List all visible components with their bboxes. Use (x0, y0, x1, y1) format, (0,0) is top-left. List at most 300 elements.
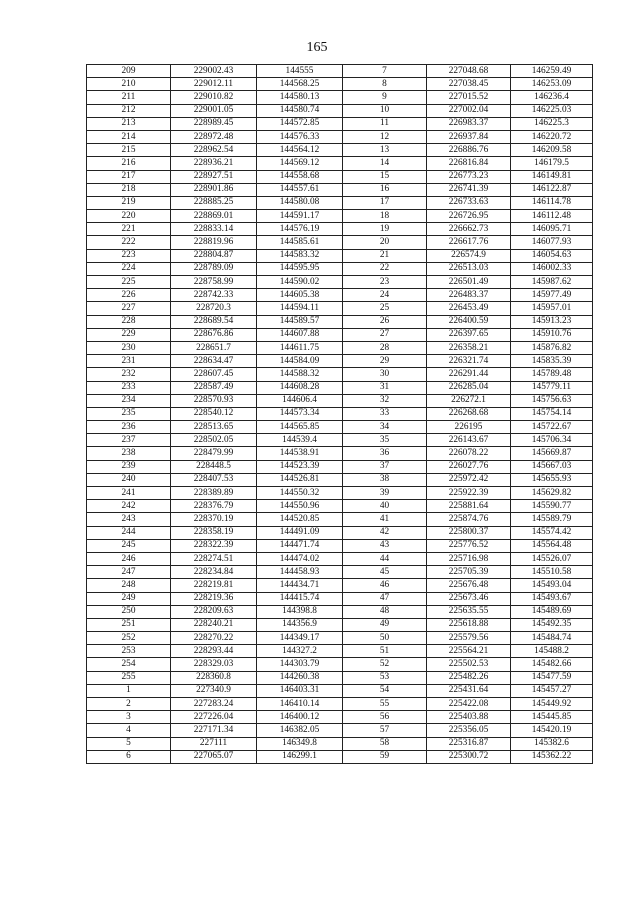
table-cell-x-right: 225564.21 (427, 645, 511, 658)
table-cell-y-left: 146349.8 (257, 737, 343, 750)
table-row (87, 605, 593, 618)
table-cell-y-right: 145789.48 (511, 368, 593, 381)
table-cell-y-right: 146209.58 (511, 144, 593, 157)
table-cell-y-right: 145457.27 (511, 684, 593, 697)
table-cell-y-right: 145629.82 (511, 487, 593, 500)
table-row (87, 328, 593, 341)
table-cell-y-right: 146002.33 (511, 262, 593, 275)
table-cell-y-right: 145526.07 (511, 552, 593, 565)
table-cell-point-left: 209 (87, 65, 171, 78)
table-cell-x-right: 226617.76 (427, 236, 511, 249)
table-cell-point-right: 52 (343, 658, 427, 671)
table-cell-point-right: 45 (343, 566, 427, 579)
table-cell-y-left: 144550.96 (257, 500, 343, 513)
table-cell-point-right: 56 (343, 711, 427, 724)
table-cell-point-left: 216 (87, 157, 171, 170)
table-cell-x-left: 228219.36 (171, 592, 257, 605)
table-cell-point-right: 36 (343, 447, 427, 460)
table-cell-x-left: 228936.21 (171, 157, 257, 170)
table-cell-x-right: 225705.39 (427, 566, 511, 579)
table-cell-x-left: 228901.86 (171, 183, 257, 196)
table-cell-y-left: 144569.12 (257, 157, 343, 170)
table-cell-point-right: 51 (343, 645, 427, 658)
table-cell-point-right: 18 (343, 210, 427, 223)
table-cell-x-right: 226937.84 (427, 130, 511, 143)
table-cell-point-right: 41 (343, 513, 427, 526)
table-cell-x-left: 228962.54 (171, 144, 257, 157)
table-cell-y-left: 144349.17 (257, 632, 343, 645)
table-cell-point-left: 232 (87, 368, 171, 381)
table-cell-y-right: 145655.93 (511, 473, 593, 486)
table-row (87, 618, 593, 631)
table-cell-x-left: 228407.53 (171, 473, 257, 486)
table-cell-x-left: 228885.25 (171, 196, 257, 209)
table-cell-y-left: 144471.74 (257, 539, 343, 552)
table-cell-y-left: 144589.57 (257, 315, 343, 328)
table-cell-point-left: 230 (87, 341, 171, 354)
table-cell-point-left: 227 (87, 302, 171, 315)
table-cell-point-left: 229 (87, 328, 171, 341)
table-cell-x-right: 226886.76 (427, 144, 511, 157)
table-cell-point-right: 55 (343, 698, 427, 711)
table-cell-x-right: 225579.56 (427, 632, 511, 645)
table-cell-point-left: 220 (87, 210, 171, 223)
table-cell-point-left: 224 (87, 262, 171, 275)
table-cell-y-right: 145484.74 (511, 632, 593, 645)
table-cell-y-left: 144555 (257, 65, 343, 78)
table-cell-point-left: 6 (87, 750, 171, 763)
table-cell-point-right: 34 (343, 421, 427, 434)
table-cell-x-left: 227171.34 (171, 724, 257, 737)
table-row (87, 579, 593, 592)
table-row (87, 539, 593, 552)
table-cell-x-left: 229010.82 (171, 91, 257, 104)
table-cell-y-right: 146225.03 (511, 104, 593, 117)
table-cell-x-right: 225403.88 (427, 711, 511, 724)
table-cell-x-right: 226291.44 (427, 368, 511, 381)
table-cell-x-left: 228370.19 (171, 513, 257, 526)
table-cell-y-right: 145756.63 (511, 394, 593, 407)
table-cell-point-left: 214 (87, 130, 171, 143)
table-cell-point-left: 221 (87, 223, 171, 236)
table-row (87, 302, 593, 315)
table-cell-x-left: 227226.04 (171, 711, 257, 724)
table-cell-y-left: 146410.14 (257, 698, 343, 711)
table-row (87, 632, 593, 645)
table-row (87, 144, 593, 157)
table-cell-point-left: 223 (87, 249, 171, 262)
table-cell-point-right: 9 (343, 91, 427, 104)
table-cell-point-right: 19 (343, 223, 427, 236)
table-cell-x-left: 228742.33 (171, 289, 257, 302)
table-cell-point-right: 13 (343, 144, 427, 157)
table-cell-point-right: 26 (343, 315, 427, 328)
table-cell-point-left: 242 (87, 500, 171, 513)
table-cell-y-left: 144611.75 (257, 341, 343, 354)
table-cell-x-left: 228329.03 (171, 658, 257, 671)
table-cell-x-left: 228570.93 (171, 394, 257, 407)
table-cell-point-right: 14 (343, 157, 427, 170)
table-row (87, 473, 593, 486)
table-cell-x-left: 228989.45 (171, 117, 257, 130)
table-cell-x-left: 228219.81 (171, 579, 257, 592)
table-cell-x-left: 228869.01 (171, 210, 257, 223)
table-row (87, 117, 593, 130)
table-cell-y-left: 144590.02 (257, 276, 343, 289)
table-cell-y-left: 144491.09 (257, 526, 343, 539)
coordinates-table-body (87, 65, 593, 764)
table-cell-y-right: 145977.49 (511, 289, 593, 302)
table-cell-y-left: 144605.38 (257, 289, 343, 302)
table-cell-point-right: 30 (343, 368, 427, 381)
table-cell-x-left: 228972.48 (171, 130, 257, 143)
table-cell-point-right: 54 (343, 684, 427, 697)
table-row (87, 341, 593, 354)
table-cell-x-right: 226143.67 (427, 434, 511, 447)
table-cell-y-right: 146077.93 (511, 236, 593, 249)
table-cell-x-left: 228804.87 (171, 249, 257, 262)
table-cell-x-right: 225881.64 (427, 500, 511, 513)
table-cell-y-left: 144572.85 (257, 117, 343, 130)
table-cell-point-right: 28 (343, 341, 427, 354)
table-cell-y-left: 144584.09 (257, 355, 343, 368)
table-cell-x-left: 228240.21 (171, 618, 257, 631)
table-cell-y-right: 146112.48 (511, 210, 593, 223)
table-cell-y-right: 145564.48 (511, 539, 593, 552)
table-cell-point-left: 248 (87, 579, 171, 592)
table-cell-y-right: 145477.59 (511, 671, 593, 684)
table-cell-y-right: 146149.81 (511, 170, 593, 183)
table-cell-point-left: 246 (87, 552, 171, 565)
table-cell-point-left: 217 (87, 170, 171, 183)
table-cell-point-right: 43 (343, 539, 427, 552)
table-cell-point-left: 237 (87, 434, 171, 447)
table-cell-point-right: 8 (343, 78, 427, 91)
table-cell-x-left: 228209.63 (171, 605, 257, 618)
table-cell-y-left: 144550.32 (257, 487, 343, 500)
table-cell-y-right: 145493.67 (511, 592, 593, 605)
table-cell-x-right: 226662.73 (427, 223, 511, 236)
table-row (87, 368, 593, 381)
table-row (87, 223, 593, 236)
table-cell-x-right: 226195 (427, 421, 511, 434)
table-cell-x-left: 228502.05 (171, 434, 257, 447)
table-cell-y-right: 145420.19 (511, 724, 593, 737)
table-cell-x-right: 226513.03 (427, 262, 511, 275)
table-cell-point-left: 215 (87, 144, 171, 157)
table-cell-point-left: 5 (87, 737, 171, 750)
table-cell-point-left: 211 (87, 91, 171, 104)
table-cell-x-left: 228322.39 (171, 539, 257, 552)
table-cell-y-left: 144327.2 (257, 645, 343, 658)
table-cell-y-left: 144594.11 (257, 302, 343, 315)
table-cell-y-left: 144526.81 (257, 473, 343, 486)
table-cell-point-left: 241 (87, 487, 171, 500)
table-cell-y-left: 144565.85 (257, 421, 343, 434)
table-row (87, 698, 593, 711)
table-cell-point-left: 228 (87, 315, 171, 328)
table-cell-point-left: 212 (87, 104, 171, 117)
table-cell-point-right: 24 (343, 289, 427, 302)
table-row (87, 645, 593, 658)
table-row (87, 750, 593, 763)
table-cell-y-right: 145574.42 (511, 526, 593, 539)
table-cell-x-right: 226285.04 (427, 381, 511, 394)
table-cell-y-right: 146122.87 (511, 183, 593, 196)
table-row (87, 500, 593, 513)
table-cell-y-right: 145488.2 (511, 645, 593, 658)
table-cell-y-left: 144398.8 (257, 605, 343, 618)
table-row (87, 183, 593, 196)
table-row (87, 526, 593, 539)
table-cell-y-left: 144608.28 (257, 381, 343, 394)
table-cell-y-left: 144538.91 (257, 447, 343, 460)
table-row (87, 566, 593, 579)
table-cell-y-left: 144564.12 (257, 144, 343, 157)
table-row (87, 394, 593, 407)
table-cell-x-left: 229002.43 (171, 65, 257, 78)
table-cell-point-right: 11 (343, 117, 427, 130)
table-cell-x-left: 228607.45 (171, 368, 257, 381)
table-cell-y-right: 145510.58 (511, 566, 593, 579)
table-cell-y-right: 145482.66 (511, 658, 593, 671)
table-cell-point-left: 249 (87, 592, 171, 605)
table-row (87, 157, 593, 170)
table-cell-point-right: 22 (343, 262, 427, 275)
table-cell-x-left: 229012.11 (171, 78, 257, 91)
table-cell-x-left: 228833.14 (171, 223, 257, 236)
table-cell-point-left: 225 (87, 276, 171, 289)
table-cell-y-right: 146236.4 (511, 91, 593, 104)
table-cell-y-right: 146225.3 (511, 117, 593, 130)
table-cell-y-right: 146259.49 (511, 65, 593, 78)
table-cell-x-right: 226400.59 (427, 315, 511, 328)
table-cell-point-right: 58 (343, 737, 427, 750)
table-cell-x-right: 226773.23 (427, 170, 511, 183)
coordinates-table (86, 64, 593, 764)
table-cell-x-right: 226453.49 (427, 302, 511, 315)
table-cell-point-right: 53 (343, 671, 427, 684)
table-row (87, 249, 593, 262)
table-cell-y-left: 144539.4 (257, 434, 343, 447)
table-cell-y-right: 145835.39 (511, 355, 593, 368)
table-cell-x-right: 225922.39 (427, 487, 511, 500)
table-cell-x-right: 225874.76 (427, 513, 511, 526)
table-cell-y-left: 144557.61 (257, 183, 343, 196)
table-cell-x-right: 226501.49 (427, 276, 511, 289)
table-cell-point-left: 236 (87, 421, 171, 434)
table-cell-x-right: 226358.21 (427, 341, 511, 354)
table-cell-x-left: 228587.49 (171, 381, 257, 394)
table-row (87, 487, 593, 500)
table-cell-y-left: 144573.34 (257, 407, 343, 420)
table-cell-x-right: 225673.46 (427, 592, 511, 605)
table-cell-point-left: 233 (87, 381, 171, 394)
table-cell-y-right: 145987.62 (511, 276, 593, 289)
table-cell-point-left: 253 (87, 645, 171, 658)
table-cell-y-left: 144558.68 (257, 170, 343, 183)
table-cell-point-right: 20 (343, 236, 427, 249)
table-cell-point-left: 243 (87, 513, 171, 526)
table-cell-x-right: 225676.48 (427, 579, 511, 592)
table-cell-x-left: 228819.96 (171, 236, 257, 249)
table-row (87, 315, 593, 328)
table-cell-point-right: 7 (343, 65, 427, 78)
table-cell-x-left: 227340.9 (171, 684, 257, 697)
table-cell-y-left: 144588.32 (257, 368, 343, 381)
table-cell-x-right: 226272.1 (427, 394, 511, 407)
table-cell-x-left: 228270.22 (171, 632, 257, 645)
table-cell-y-right: 146179.5 (511, 157, 593, 170)
table-cell-point-right: 40 (343, 500, 427, 513)
table-row (87, 276, 593, 289)
table-row (87, 104, 593, 117)
table-cell-point-left: 226 (87, 289, 171, 302)
table-cell-point-left: 235 (87, 407, 171, 420)
table-row (87, 407, 593, 420)
table-cell-y-left: 144520.85 (257, 513, 343, 526)
table-cell-x-right: 227048.68 (427, 65, 511, 78)
table-cell-y-right: 145382.6 (511, 737, 593, 750)
table-cell-y-left: 146382.05 (257, 724, 343, 737)
table-cell-x-right: 227002.04 (427, 104, 511, 117)
table-cell-point-left: 254 (87, 658, 171, 671)
table-cell-x-right: 226027.76 (427, 460, 511, 473)
table-row (87, 671, 593, 684)
table-row (87, 355, 593, 368)
table-cell-y-left: 144606.4 (257, 394, 343, 407)
table-cell-y-right: 146054.63 (511, 249, 593, 262)
table-cell-x-right: 226816.84 (427, 157, 511, 170)
table-cell-point-right: 17 (343, 196, 427, 209)
table-cell-point-right: 50 (343, 632, 427, 645)
table-cell-x-left: 227283.24 (171, 698, 257, 711)
table-cell-x-right: 225422.08 (427, 698, 511, 711)
table-cell-y-right: 146095.71 (511, 223, 593, 236)
table-cell-x-left: 227111 (171, 737, 257, 750)
table-cell-y-right: 145754.14 (511, 407, 593, 420)
table-cell-x-right: 226741.39 (427, 183, 511, 196)
table-cell-y-right: 145669.87 (511, 447, 593, 460)
table-cell-y-right: 145957.01 (511, 302, 593, 315)
table-cell-y-right: 145706.34 (511, 434, 593, 447)
table-cell-x-left: 228540.12 (171, 407, 257, 420)
table-row (87, 170, 593, 183)
table-cell-y-right: 146253.09 (511, 78, 593, 91)
table-row (87, 78, 593, 91)
table-cell-x-left: 228358.19 (171, 526, 257, 539)
table-cell-x-left: 228689.54 (171, 315, 257, 328)
table-cell-x-left: 228360.8 (171, 671, 257, 684)
table-cell-x-right: 226574.9 (427, 249, 511, 262)
table-cell-x-left: 229001.05 (171, 104, 257, 117)
table-cell-point-left: 4 (87, 724, 171, 737)
table-cell-x-left: 228927.51 (171, 170, 257, 183)
table-cell-x-right: 225356.05 (427, 724, 511, 737)
table-cell-y-right: 145589.79 (511, 513, 593, 526)
table-cell-y-left: 144585.61 (257, 236, 343, 249)
table-cell-y-left: 144595.95 (257, 262, 343, 275)
table-cell-point-left: 222 (87, 236, 171, 249)
table-row (87, 592, 593, 605)
table-cell-x-left: 228634.47 (171, 355, 257, 368)
table-cell-point-right: 44 (343, 552, 427, 565)
table-cell-point-left: 255 (87, 671, 171, 684)
table-cell-y-right: 145722.67 (511, 421, 593, 434)
table-cell-x-left: 228293.44 (171, 645, 257, 658)
table-cell-y-left: 144523.39 (257, 460, 343, 473)
table-cell-y-right: 145489.69 (511, 605, 593, 618)
table-cell-point-left: 213 (87, 117, 171, 130)
table-cell-y-left: 144568.25 (257, 78, 343, 91)
table-cell-point-left: 247 (87, 566, 171, 579)
table-cell-point-right: 49 (343, 618, 427, 631)
table-cell-x-left: 228376.79 (171, 500, 257, 513)
table-row (87, 130, 593, 143)
table-cell-y-right: 146220.72 (511, 130, 593, 143)
table-cell-y-right: 145913.23 (511, 315, 593, 328)
table-cell-point-right: 29 (343, 355, 427, 368)
table-cell-y-right: 146114.78 (511, 196, 593, 209)
table-row (87, 421, 593, 434)
table-cell-point-left: 210 (87, 78, 171, 91)
table-cell-x-right: 225716.98 (427, 552, 511, 565)
table-row (87, 513, 593, 526)
table-cell-point-right: 57 (343, 724, 427, 737)
table-cell-x-left: 227065.07 (171, 750, 257, 763)
table-cell-x-left: 228389.89 (171, 487, 257, 500)
table-cell-y-right: 145667.03 (511, 460, 593, 473)
table-cell-x-right: 225431.64 (427, 684, 511, 697)
table-cell-y-left: 146299.1 (257, 750, 343, 763)
table-cell-y-left: 144356.9 (257, 618, 343, 631)
table-cell-point-right: 37 (343, 460, 427, 473)
table-cell-y-left: 144580.13 (257, 91, 343, 104)
table-cell-point-left: 3 (87, 711, 171, 724)
table-cell-point-left: 245 (87, 539, 171, 552)
table-row (87, 381, 593, 394)
table-cell-point-right: 16 (343, 183, 427, 196)
table-cell-point-right: 35 (343, 434, 427, 447)
table-cell-y-left: 144580.74 (257, 104, 343, 117)
table-cell-point-right: 47 (343, 592, 427, 605)
table-cell-y-left: 144591.17 (257, 210, 343, 223)
table-cell-y-right: 145876.82 (511, 341, 593, 354)
table-cell-point-left: 218 (87, 183, 171, 196)
table-row (87, 196, 593, 209)
table-cell-x-right: 225300.72 (427, 750, 511, 763)
table-cell-point-right: 31 (343, 381, 427, 394)
table-cell-y-left: 144576.19 (257, 223, 343, 236)
table-cell-x-right: 226733.63 (427, 196, 511, 209)
table-cell-y-left: 144260.38 (257, 671, 343, 684)
table-cell-y-right: 145779.11 (511, 381, 593, 394)
table-cell-x-right: 225972.42 (427, 473, 511, 486)
table-cell-y-left: 144474.02 (257, 552, 343, 565)
table-row (87, 658, 593, 671)
table-cell-x-left: 228234.84 (171, 566, 257, 579)
table-cell-x-left: 228479.99 (171, 447, 257, 460)
table-cell-x-left: 228448.5 (171, 460, 257, 473)
table-cell-point-right: 27 (343, 328, 427, 341)
table-cell-x-left: 228513.65 (171, 421, 257, 434)
table-cell-y-right: 145492.35 (511, 618, 593, 631)
table-row (87, 236, 593, 249)
table-cell-y-right: 145910.76 (511, 328, 593, 341)
table-cell-x-right: 226726.95 (427, 210, 511, 223)
table-row (87, 724, 593, 737)
table-row (87, 711, 593, 724)
